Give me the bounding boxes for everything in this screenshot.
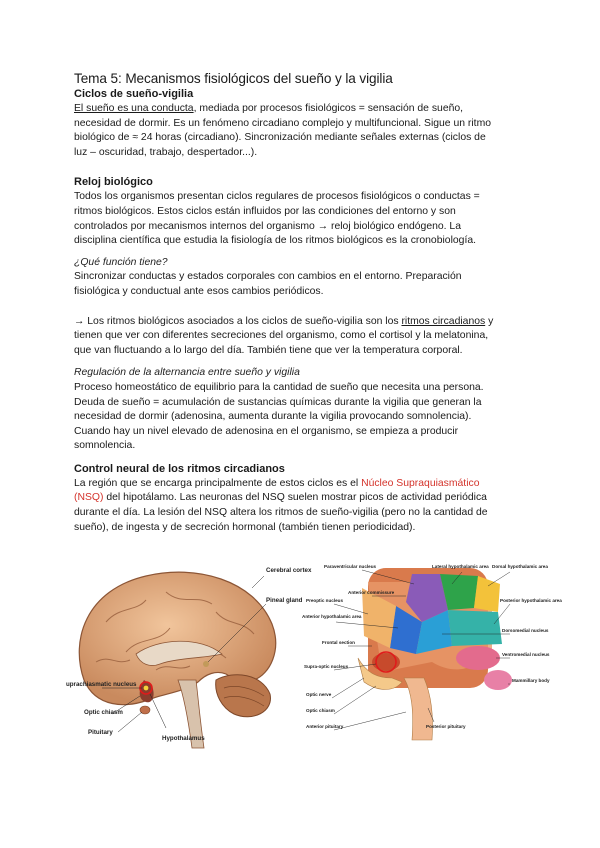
label-frontal-section: Frontal section [322, 640, 355, 645]
hypothalamic-nuclei-figure [302, 562, 562, 752]
label-optic-chiasm: Optic chiasm [84, 709, 123, 716]
paragraph-line: sueño), de ingesta y de secreción hormonal (también tienen periodicidad). [74, 521, 416, 533]
paragraph-line: ritmos biológicos. Estos ciclos están influidos por las condiciones del entorno y son [74, 205, 456, 217]
underlined-phrase: El sueño es una conducta [74, 103, 194, 114]
label-posterior-hypothalamic: Posterior hypothalamic area [500, 598, 562, 603]
label-paraventricular: Paraventricular nucleus [324, 564, 377, 569]
paragraph-line: controlados por mecanismos internos del organismo → reloj biológico endógeno. La [74, 220, 461, 232]
label-suprachiasmatic: uprachiasmatic nucleus [66, 681, 137, 688]
label-dorsal-hypothalamic: Dorsal hypothalamic area [492, 564, 548, 569]
pituitary-shape [140, 706, 150, 714]
label-dorsomedial: Dorsomedial nucleus [502, 628, 549, 633]
document-page [74, 70, 536, 535]
label-posterior-pituitary: Posterior pituitary [426, 724, 466, 729]
dorsal-area-region [474, 576, 500, 612]
label-mammillary: Mammillary body [512, 678, 550, 683]
label-ventromedial: Ventromedial nucleus [502, 652, 550, 657]
figures-area [0, 562, 600, 762]
paragraph-line: luz – oscuridad, trabajo, despertador...). [74, 146, 258, 158]
mammillary-region [484, 670, 512, 690]
brain-sagittal-figure [66, 562, 312, 752]
paragraph-line: Todos los organismos presentan ciclos regulares de procesos fisiológicos o conductas = [74, 191, 480, 203]
paragraph-line: Proceso homeostático de equilibrio para la cantidad de sueño que necesita una persona. [74, 381, 484, 393]
label-anterior-hypothalamic: Anterior hypothalamic area [302, 614, 362, 619]
paragraph-line: necesidad de dormir. Es un fenómeno circadiano complejo y multifuncional. Sigue un ritmo [74, 117, 492, 129]
page-title: Tema 5: Mecanismos fisiológicos del sueño y la vigilia [74, 71, 393, 86]
label-anterior-pituitary: Anterior pituitary [306, 724, 344, 729]
heading-control-neural: Control neural de los ritmos circadianos [74, 462, 285, 475]
paragraph-line: fisiológica y conductual ante esos cambios periódicos. [74, 285, 324, 297]
paragraph-line: disciplina científica que estudia la fisiología de los ritmos biológicos es la cronobiología. [74, 235, 476, 247]
paragraph-line: tienen que ver con diferentes secreciones del organismo, como el cortisol y la melatonina, [74, 330, 489, 342]
paragraph-ciclos: El sueño es una conducta, mediada por procesos fisiológicos = sensación de sueño, [74, 103, 464, 114]
label-hypothalamus: Hypothalamus [162, 735, 205, 742]
paragraph-ritmos: → Los ritmos biológicos asociados a los ciclos de sueño-vigilia son los ritmos circadianos y [74, 315, 494, 327]
paragraph-line: Sincronizar conductas y estados corporales con cambios en el entorno. Preparación [74, 271, 462, 283]
heading-reloj: Reloj biológico [74, 176, 153, 189]
label-cerebral-cortex: Cerebral cortex [266, 567, 312, 574]
cerebellum-shape [216, 675, 271, 717]
label-preoptic: Preoptic nucleus [306, 598, 344, 603]
paragraph-line: necesidad de dormir (adenosina, aumenta durante la vigilia provocando somnolencia). [74, 411, 472, 423]
label-optic-nerve: Optic nerve [306, 692, 332, 697]
scn-dot [144, 686, 149, 691]
label-lateral-hypothalamic: Lateral hypothalamic area [432, 564, 489, 569]
posterior-area-region [448, 610, 502, 646]
label-anterior-commissure: Anterior commissure [348, 590, 395, 595]
paragraph-control: La región que se encarga principalmente de estos ciclos es el Núcleo Supraquiasmático [74, 477, 480, 489]
label-supraoptic: Supra-optic nucleus [304, 664, 349, 669]
subheading-funcion: ¿Qué función tiene? [74, 256, 168, 268]
paragraph-line: Cuando hay un nivel elevado de adenosina en el organismo, se empieza a producir [74, 425, 459, 437]
label-optic-chiasm: Optic chiasm [306, 708, 335, 713]
ventromedial-region [456, 646, 500, 670]
paragraph-line: (NSQ) del hipotálamo. Las neuronas del NSQ suelen mostrar picos de actividad periódica [74, 492, 487, 504]
label-pituitary: Pituitary [88, 729, 113, 736]
heading-ciclos: Ciclos de sueño-vigilia [74, 88, 194, 100]
paragraph-line: biológico de ≈ 24 horas (circadiano). Sincronización mediante señales externas (ciclos de [74, 132, 486, 144]
label-pineal-gland: Pineal gland [266, 597, 303, 604]
paragraph-line: que van fluctuando a lo largo del día. También tiene que ver la temperatura corporal. [74, 344, 463, 356]
paragraph-line: somnolencia. [74, 440, 136, 452]
paragraph-line: Deuda de sueño = acumulación de sustancias químicas durante la vigilia que generan la [74, 396, 482, 408]
subheading-regulacion: Regulación de la alternancia entre sueño y vigilia [74, 367, 300, 379]
paragraph-line: durante el día. La lesión del NSQ altera los ritmos de sueño-vigilia (pero no la cantidad de [74, 507, 488, 519]
